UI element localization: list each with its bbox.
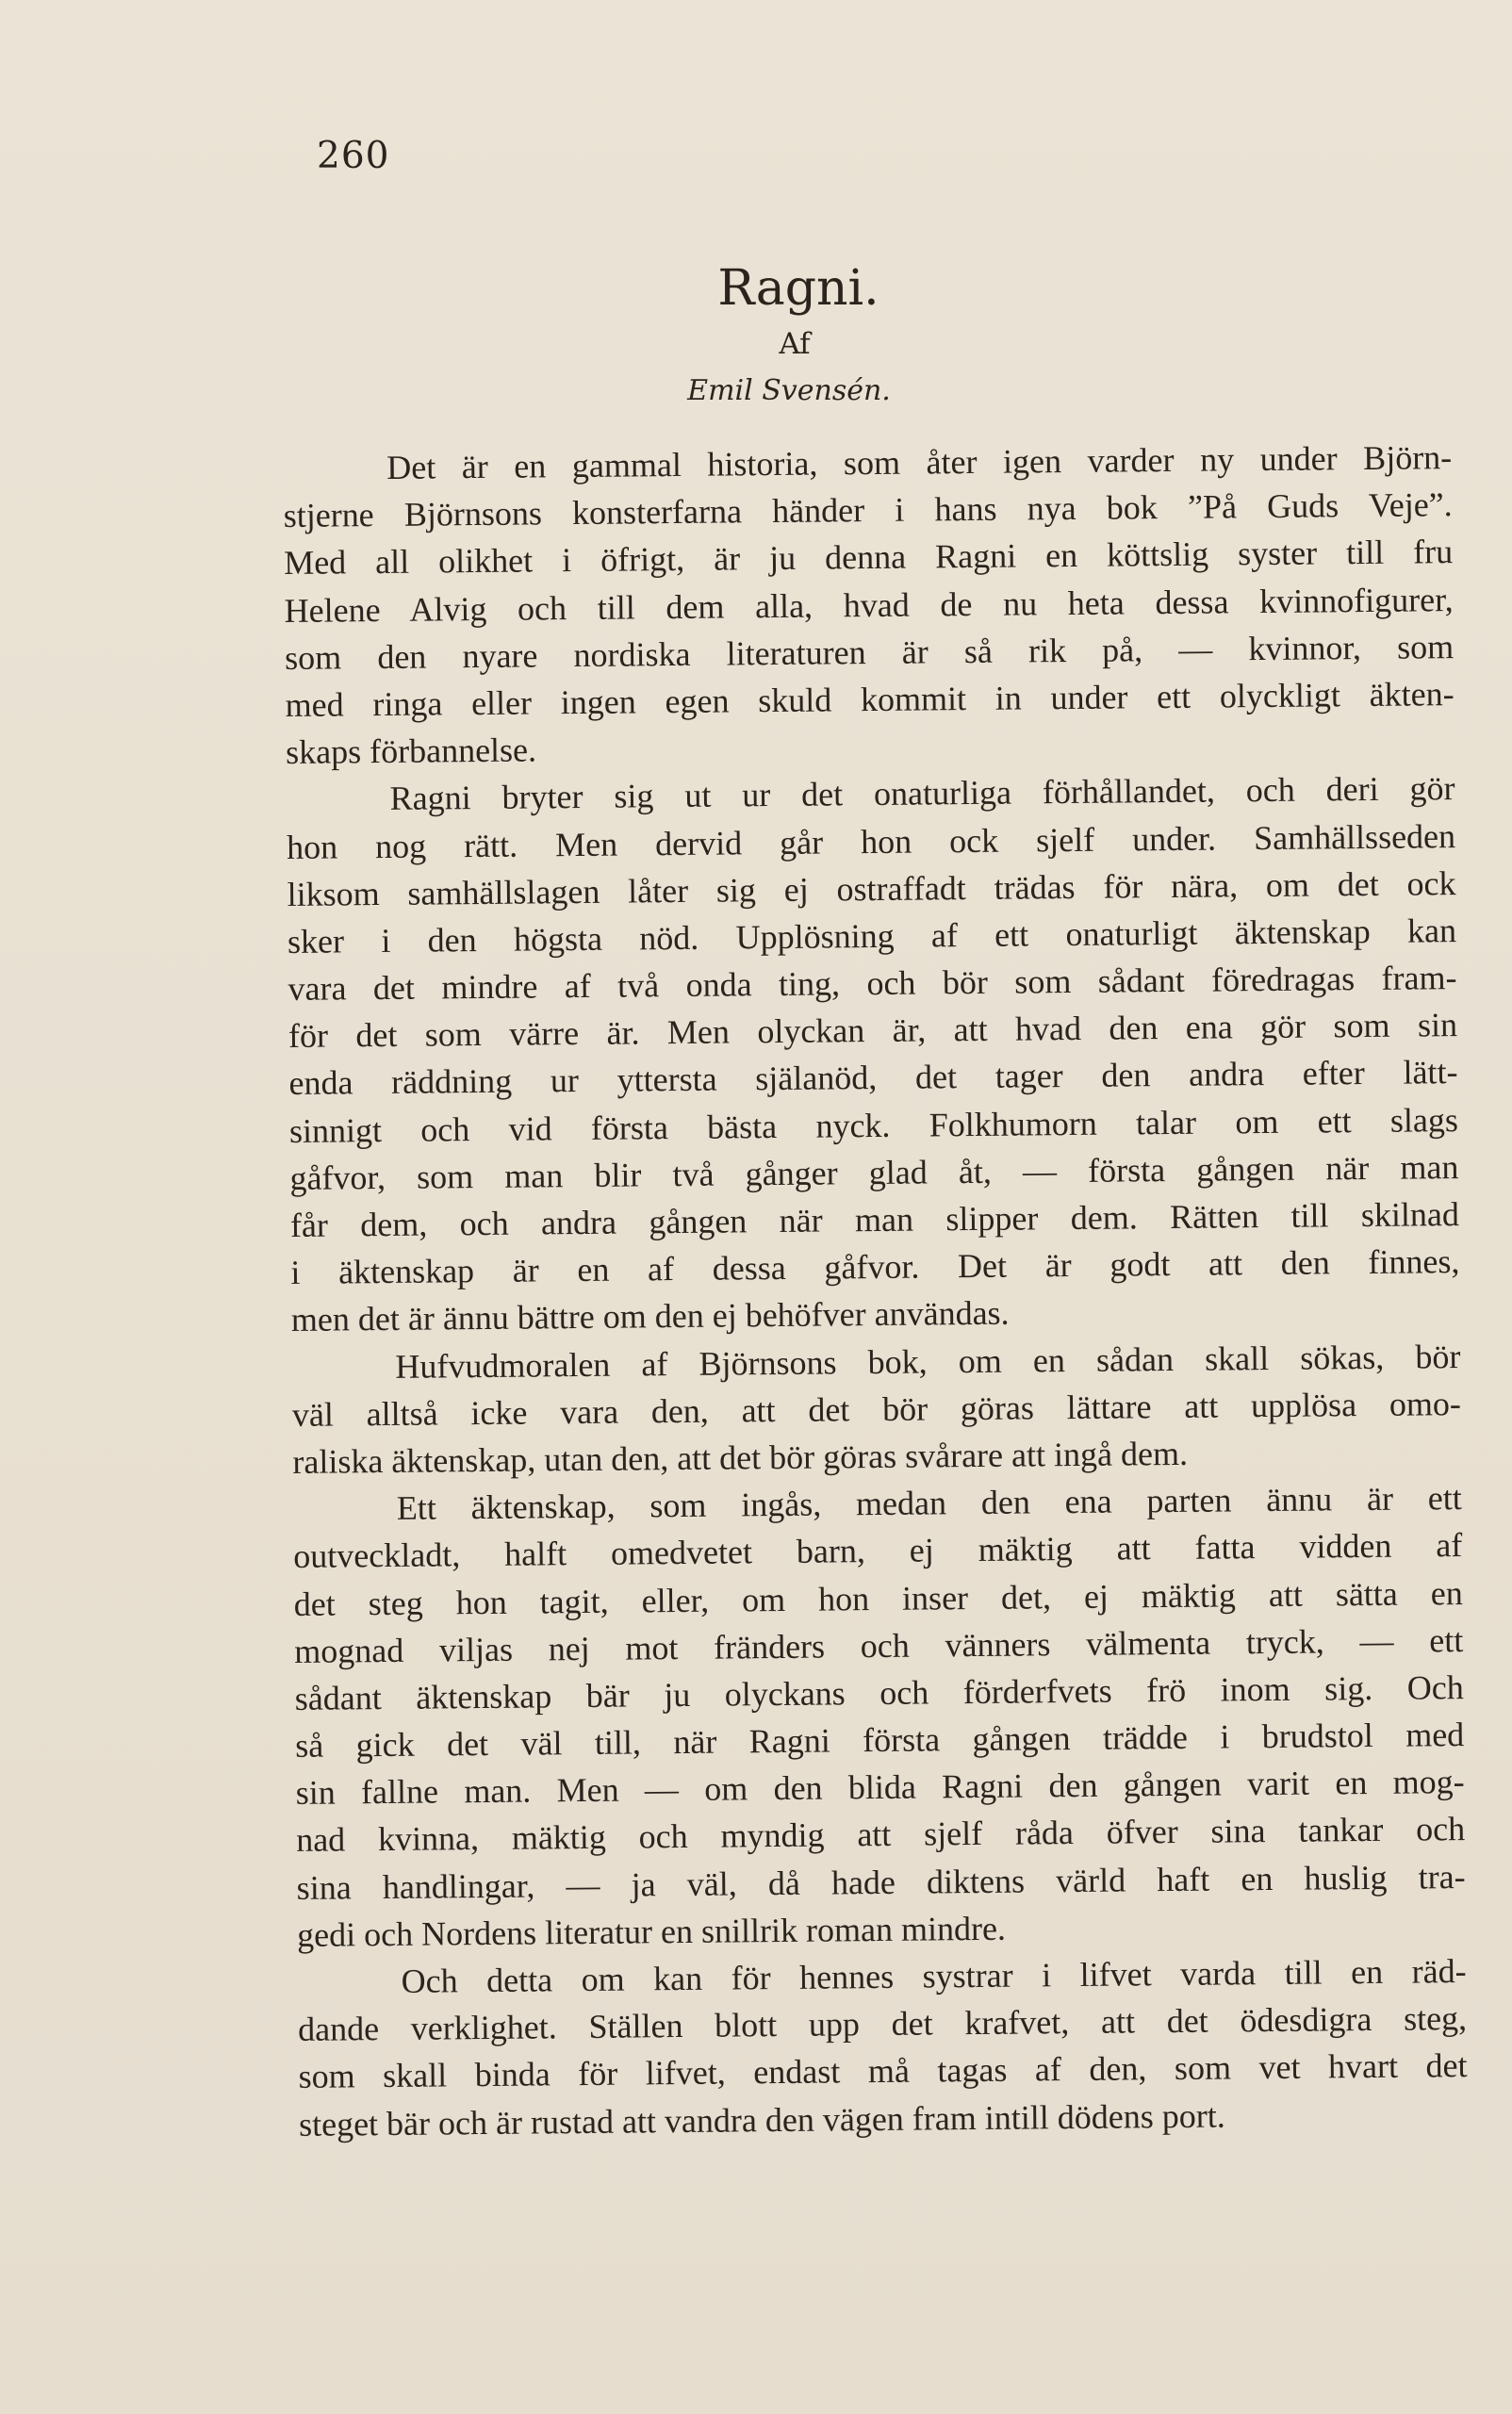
text-line: hon nog rätt. Men dervid går hon ock sjelf under. Samhällsseden: [286, 816, 1456, 866]
text-line: som den nyare nordiska literaturen är så rik på, — kvinnor, som: [284, 627, 1454, 677]
paragraph: [291, 1333, 1461, 1486]
text-line: får dem, och andra gången när man slipper dem. Rätten till skilnad: [289, 1195, 1460, 1244]
text-line: Helene Alvig och till dem alla, hvad de nu heta dessa kvinnofigurer,: [284, 580, 1454, 630]
text-line: sina handlingar, — ja väl, då hade diktens värld haft en huslig tra-: [296, 1857, 1466, 1907]
text-line: sådant äktenskap bär ju olyckans och förderfvets frö inom sig. Och: [294, 1667, 1464, 1717]
text-line: liksom samhällslagen låter sig ej ostraffadt trädas för nära, om det ock: [287, 863, 1456, 913]
text-line: dande verklighet. Ställen blott upp det krafvet, att det ödesdigra steg,: [297, 1999, 1468, 2049]
text-line: vara det mindre af två onda ting, och bör som sådant föredragas fram-: [288, 959, 1457, 1009]
byline-af: Af: [779, 327, 811, 361]
text-line: Ett äktenskap, som ingås, medan den ena parten ännu är ett: [396, 1479, 1462, 1528]
text-line: sin fallne man. Men — om den blida Ragni den gången varit en mog-: [295, 1763, 1465, 1813]
text-line: det steg hon tagit, eller, om hon inser det, ej mäktig att sätta en: [293, 1573, 1463, 1623]
paragraph: [293, 1474, 1467, 1959]
text-line: med ringa eller ingen egen skuld kommit in under ett olyckligt äkten-: [285, 675, 1454, 724]
text-line: men det är ännu bättre om den ej behöfver användas.: [290, 1294, 1010, 1339]
text-line: Ragni bryter sig ut ur det onaturliga förhållandet, och deri gör: [389, 769, 1455, 818]
text-line: stjerne Björnsons konsterfarna händer i hans nya bok ”På Guds Veje”.: [283, 485, 1453, 535]
text-line: nad kvinna, mäktig och myndig att sjelf råda öfver sina tankar och: [296, 1810, 1466, 1860]
text-line: gedi och Nordens literatur en snillrik roman mindre.: [296, 1909, 1007, 1954]
text-line: sker i den högsta nöd. Upplösning af ett onaturligt äktenskap kan: [287, 911, 1457, 961]
text-line: Hufvudmoralen af Björnsons bok, om en sådan skall sökas, bör: [395, 1337, 1461, 1386]
text-line: gåfvor, som man blir två gånger glad åt, — första gången när man: [289, 1147, 1459, 1197]
text-line: steget bär och är rustad att vandra den vägen fram intill dödens port.: [298, 2096, 1225, 2143]
article-title: Ragni.: [717, 260, 879, 317]
author-name: Emil Svensén.: [687, 374, 891, 407]
text-line: så gick det väl till, när Ragni första gången trädde i brudstol med: [295, 1716, 1465, 1765]
text-line: outveckladt, halft omedvetet barn, ej mäktig att fatta vidden af: [293, 1526, 1463, 1576]
text-line: för det som värre är. Men olyckan är, att hvad den ena gör som sin: [288, 1006, 1458, 1056]
article-body: [283, 434, 1468, 2148]
text-line: enda räddning ur yttersta själanöd, det tager den andra efter lätt-: [288, 1053, 1458, 1103]
page-number: 260: [317, 135, 390, 177]
paragraph: [286, 764, 1460, 1343]
text-line: Det är en gammal historia, som åter igen varder ny under Björn-: [386, 438, 1453, 486]
text-line: raliska äktenskap, utan den, att det bör göras svårare att ingå dem.: [292, 1434, 1189, 1481]
text-line: i äktenskap är en af dessa gåfvor. Det är godt att den finnes,: [290, 1242, 1460, 1292]
text-line: mognad viljas nej mot fränders och vänners välmenta tryck, — ett: [294, 1620, 1464, 1670]
paragraph: [297, 1947, 1468, 2148]
text-line: som skall binda för lifvet, endast må tagas af den, som vet hvart det: [298, 2046, 1468, 2096]
text-line: Och detta om kan för hennes systrar i lifvet varda till en räd-: [401, 1952, 1467, 2000]
text-line: Med all olikhet i öfrigt, är ju denna Ragni en köttslig syster till fru: [284, 533, 1454, 583]
text-line: sinnigt och vid första bästa nyck. Folkhumorn talar om ett slags: [288, 1100, 1459, 1150]
text-line: väl alltså icke vara den, att det bör göras lättare att upplösa omo-: [291, 1384, 1462, 1434]
text-line: skaps förbannelse.: [285, 731, 537, 772]
paragraph: [283, 434, 1454, 776]
